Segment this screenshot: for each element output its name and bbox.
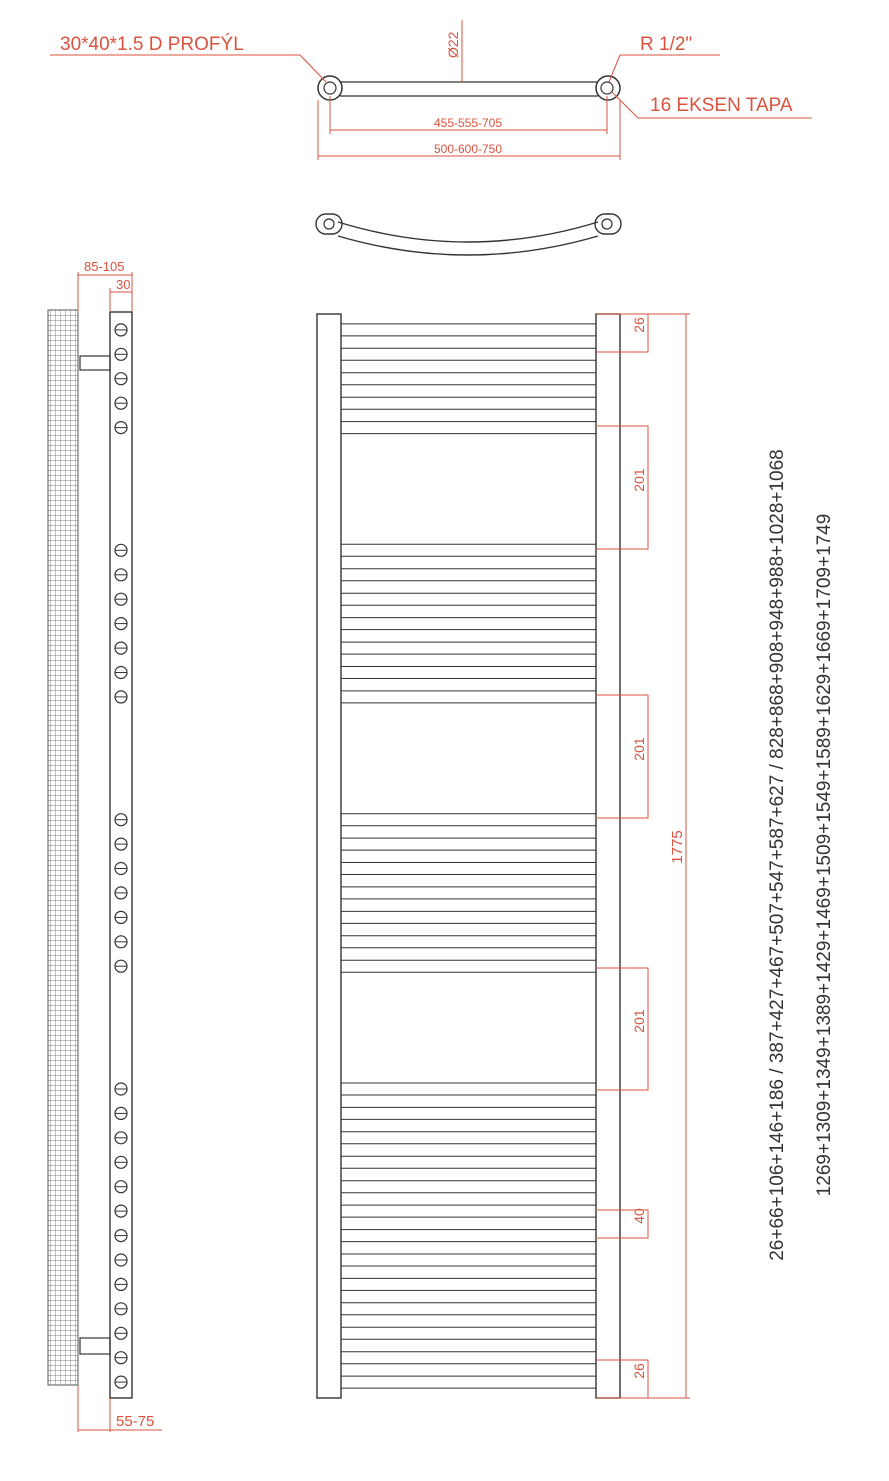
profile-callout bbox=[50, 34, 326, 82]
total-height-label: 1775 bbox=[669, 830, 686, 864]
inner-width-dimension bbox=[330, 96, 607, 134]
tube-spacing-label: 40 bbox=[631, 1208, 647, 1224]
gap-3-dimension bbox=[596, 968, 648, 1090]
gap-2-label: 201 bbox=[631, 737, 647, 761]
side-view bbox=[48, 259, 162, 1432]
gap-top-label: 26 bbox=[631, 317, 647, 333]
thread-label: R 1/2" bbox=[640, 34, 693, 55]
top-view bbox=[50, 20, 812, 160]
curved-tube-view bbox=[316, 214, 621, 255]
inner-width-label: 455-555-705 bbox=[433, 116, 503, 130]
top-pipe bbox=[318, 76, 620, 100]
tube-spacing-dimension bbox=[596, 1208, 648, 1238]
bottom-bracket bbox=[80, 1338, 110, 1354]
cap-label: 16 EKSEN TAPA bbox=[650, 95, 793, 116]
gap-1-label: 201 bbox=[631, 468, 647, 492]
front-view bbox=[317, 314, 690, 1398]
gap-1-dimension bbox=[596, 426, 648, 549]
gap-bottom-label: 26 bbox=[631, 1363, 647, 1379]
thread-callout bbox=[609, 34, 720, 82]
side-tube-group bbox=[115, 324, 127, 1388]
rail-depth-dimension bbox=[110, 277, 132, 312]
outer-width-label: 500-600-750 bbox=[433, 142, 503, 156]
wall-distance-bottom-dimension bbox=[78, 1385, 162, 1432]
front-tube-group bbox=[341, 324, 596, 1388]
tube-position-notes bbox=[767, 449, 835, 1261]
wall-distance-bottom-label: 55-75 bbox=[116, 1413, 155, 1430]
gap-3-label: 201 bbox=[631, 1009, 647, 1033]
diameter-callout bbox=[445, 20, 462, 82]
gap-bottom-dimension bbox=[596, 1360, 648, 1398]
cap-callout bbox=[612, 92, 812, 118]
wall-distance-top-label: 85-105 bbox=[84, 259, 125, 274]
right-collector bbox=[596, 314, 620, 1398]
pipe-diameter-label: Ø22 bbox=[445, 31, 461, 58]
top-bracket bbox=[80, 356, 110, 370]
gap-top-dimension bbox=[596, 314, 648, 352]
left-collector bbox=[317, 314, 341, 1398]
gap-2-dimension bbox=[596, 695, 648, 818]
wall-hatch bbox=[48, 310, 78, 1385]
profile-label: 30*40*1.5 D PROFÝL bbox=[60, 34, 244, 55]
rail-depth-label: 30 bbox=[116, 277, 131, 292]
positions-line-1: 26+66+106+146+186 / 387+427+467+507+547+587+627 / 828+868+908+948+988+1028+1068 bbox=[767, 449, 788, 1261]
positions-line-2: 1269+1309+1349+1389+1429+1469+1509+1549+1589+1629+1669+1709+1749 bbox=[814, 513, 835, 1197]
